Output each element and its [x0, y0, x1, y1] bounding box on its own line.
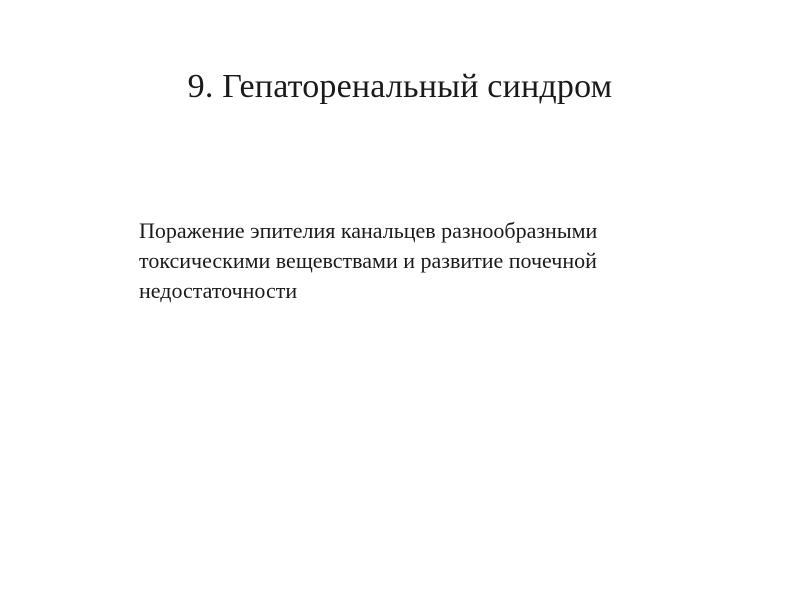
- body-text-line: Поражение эпителия канальцев разнообразными: [139, 218, 598, 243]
- body-text-line: токсическими вещевствами и развитие почечной: [139, 248, 597, 273]
- body-text-line: недостаточности: [139, 278, 298, 303]
- slide-title: 9. Гепаторенальный синдром: [187, 68, 613, 105]
- slide-body-text: [139, 216, 729, 306]
